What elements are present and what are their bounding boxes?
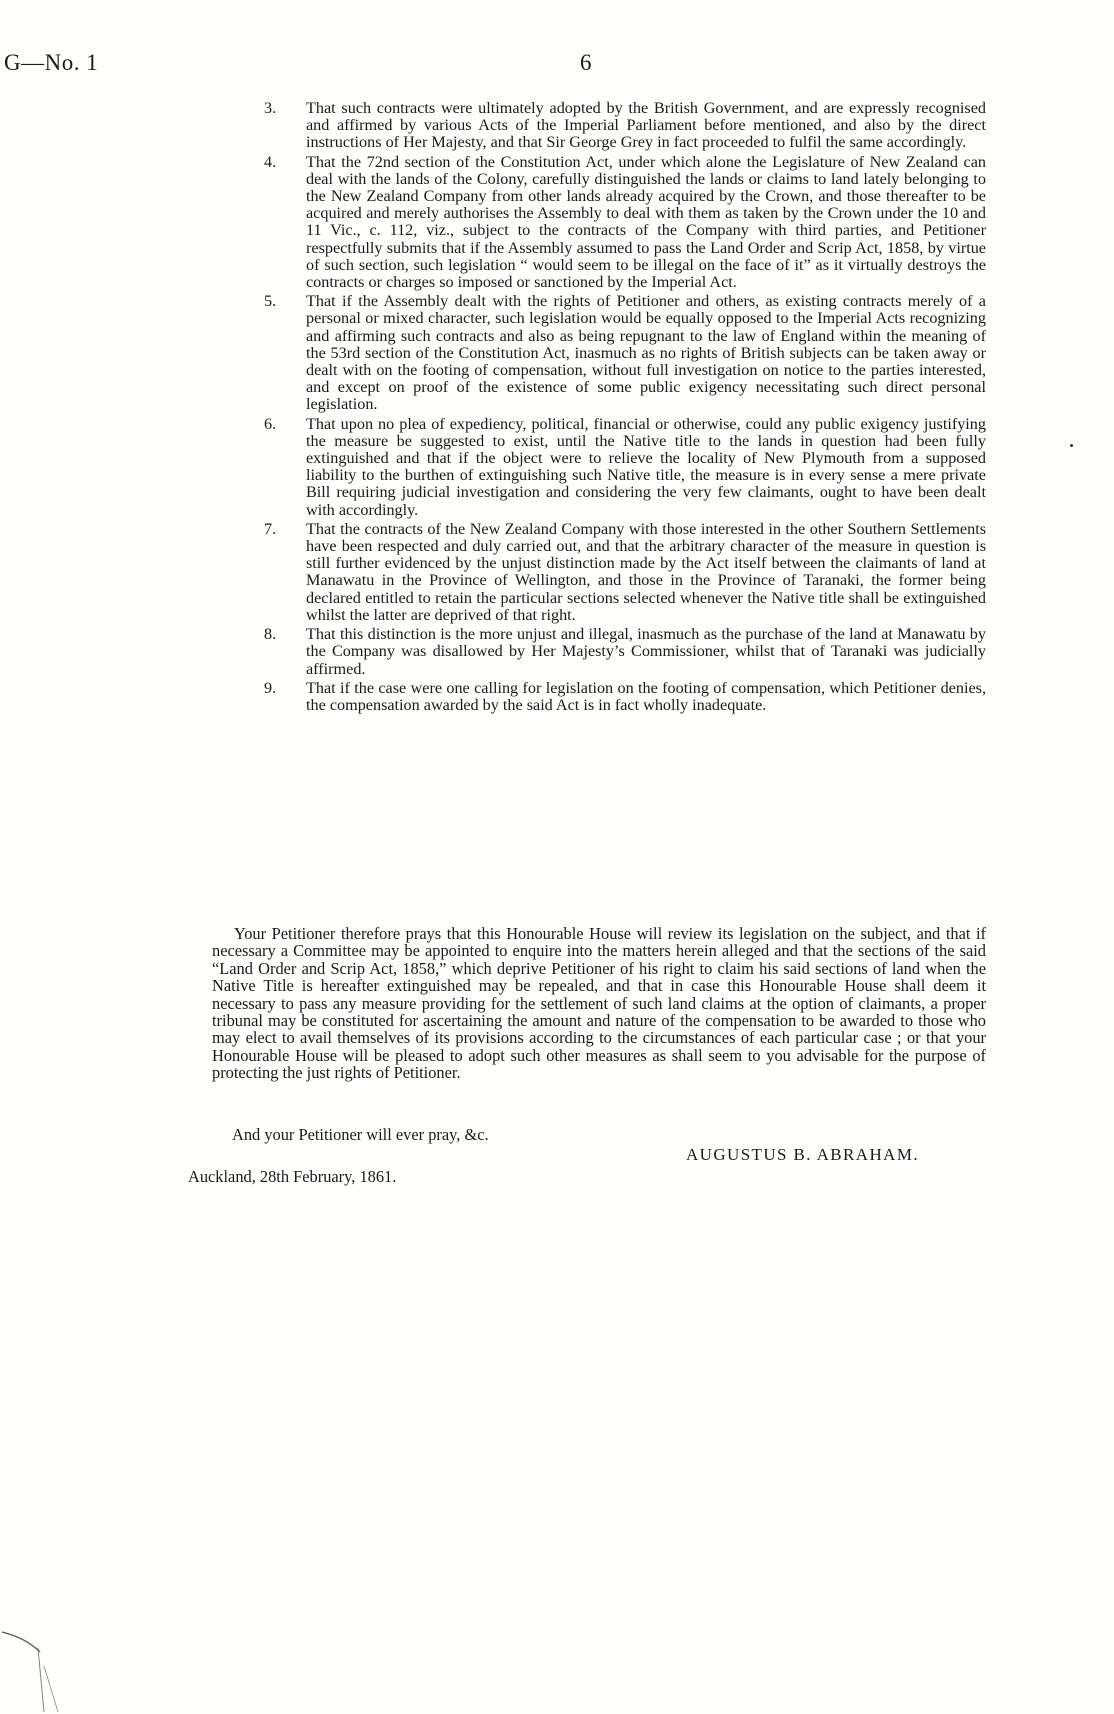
petition-item (264, 626, 986, 678)
dateline: Auckland, 28th February, 1861. (188, 1167, 397, 1186)
item-text: That such contracts were ultimately adopted by the British Government, and are expressly recognised and affirmed by various Acts of the Imperial Parliament before mentioned, and also by the direct instructions of Her Majesty, and that Sir George Grey in fact proceeded to fulfil the same accordingly. (306, 99, 986, 152)
petition-item (264, 680, 986, 714)
item-text: That if the Assembly dealt with the rights of Petitioner and others, as existing contracts merely of a personal or mixed character, such legislation would be equally opposed to the Imperial Acts recognizing and affirming such contracts and also as being repugnant to the law of England within the meaning of the 53rd section of the Constitution Act, inasmuch as no rights of British subjects can be taken away or dealt with on the footing of compensation, without full investigation on notice to the parties interested, and except on proof of the existence of some public exigency necessitating such direct personal legislation. (306, 292, 986, 414)
item-number: 3. (264, 99, 277, 117)
petition-items-list (264, 100, 986, 716)
item-text: That the contracts of the New Zealand Company with those interested in the other Southern Settlements have been respected and duly carried out, and that the arbitrary character of the measure in question is still further evidenced by the unjust distinction made by the Act itself between the claimants of land at Manawatu in the Province of Wellington, and those in the Province of Taranaki, the former being declared entitled to retain the particular sections selected whenever the Native title shall be extinguished whilst the latter are deprived of that right. (306, 519, 986, 624)
petition-item (264, 100, 986, 152)
closing-line: And your Petitioner will ever pray, &c. (232, 1125, 489, 1144)
petition-item (264, 521, 986, 624)
item-number: 7. (264, 519, 277, 538)
item-text: That the 72nd section of the Constitution Act, under which alone the Legislature of New Zealand can deal with the lands of the Colony, carefully distinguished the lands or claims to land lately belonging to the New Zealand Company from other lands already acquired by the Crown, and those thereafter to be acquired and merely authorises the Assembly to deal with them as taken by the Crown under the 10 and 11 Vic., c. 112, viz., subject to the contracts of the Company with third parties, and Petitioner respectfully submits that if the Assembly assumed to pass the Land Order and Scrip Act, 1858, by virtue of such section, such legislation “ would seem to be illegal on the face of it” as it virtually destroys the contracts or charges so imposed or sanctioned by the Imperial Act. (306, 152, 986, 292)
closing-paragraph: Your Petitioner therefore prays that this Honourable House will review its legislation on the subject, and that if necessary a Committee may be appointed to enquire into the matters herein alleged and that the sections of the said “Land Order and Scrip Act, 1858,” which deprive Petitioner of his right to claim his said sections of land when the Native Title is hereafter extinguished may be repealed, and that in case this Honourable House shall deem it necessary to pass any measure providing for the settlement of such land claims at the option of claimants, a proper tribunal may be constituted for ascertaining the amount and nature of the compensation to be awarded to those who may elect to avail themselves of its provisions according to the circumstances of each particular case ; or that your Honourable House will be pleased to adopt such other measures as shall seem to you advisable for the purpose of protecting the just rights of Petitioner. (212, 924, 986, 1083)
item-number: 6. (264, 414, 277, 433)
document-reference: G—No. 1 (4, 50, 99, 75)
signature: AUGUSTUS B. ABRAHAM. (686, 1145, 919, 1164)
item-text: That upon no plea of expediency, political, financial or otherwise, could any public exigency justifying the measure be suggested to exist, until the Native title to the lands in question had been fully extinguished and that if the object were to relieve the locality of New Plymouth from a supposed liability to the burthen of extinguishing such Native title, the measure is in every sense a mere private Bill requiring judicial investigation and considering the very few claimants, ought to have been dealt with accordingly. (306, 414, 986, 519)
item-number: 8. (264, 625, 277, 644)
petition-item (264, 154, 986, 292)
item-number: 5. (264, 292, 277, 311)
item-number: 9. (264, 678, 277, 697)
item-text: That if the case were one calling for legislation on the footing of compensation, which Petitioner denies, the compensation awarded by the said Act is in fact wholly inadequate. (306, 678, 986, 714)
margin-pencil-mark (0, 1626, 90, 1714)
item-text: That this distinction is the more unjust and illegal, inasmuch as the purchase of the land at Manawatu by the Company was disallowed by Her Majesty’s Commissioner, whilst that of Taranaki was judicially affirmed. (306, 625, 986, 678)
ink-speck (1070, 444, 1073, 447)
item-number: 4. (264, 152, 277, 171)
petition-item (264, 416, 986, 519)
page-number: 6 (580, 50, 592, 75)
petition-item (264, 293, 986, 413)
